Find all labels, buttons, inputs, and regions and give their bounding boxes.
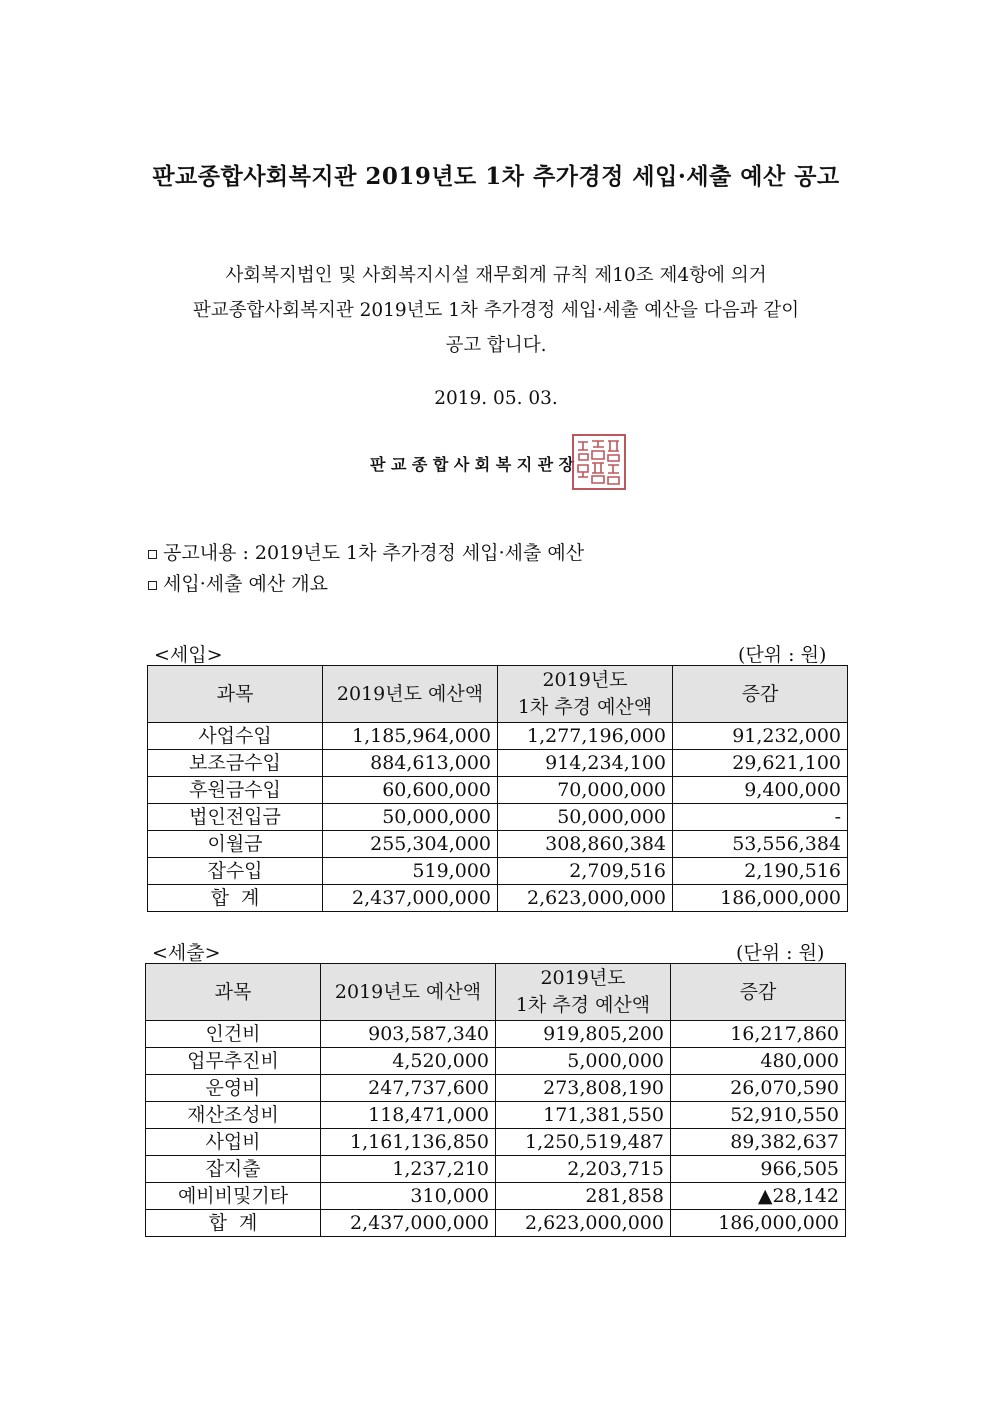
cell-original-budget: 1,185,964,000 — [323, 723, 498, 750]
cell-change: 89,382,637 — [671, 1129, 846, 1156]
cell-revised-budget: 281,858 — [496, 1183, 671, 1210]
cell-change: 52,910,550 — [671, 1102, 846, 1129]
header-revised-line-2: 1차 추경 예산액 — [517, 696, 653, 718]
table-row — [148, 723, 848, 750]
cell-original-budget: 884,613,000 — [323, 750, 498, 777]
page-title: 판교종합사회복지관 2019년도 1차 추가경정 세입·세출 예산 공고 — [152, 163, 840, 190]
cell-change: - — [673, 804, 848, 831]
header-revised-line-2: 1차 추경 예산액 — [515, 994, 651, 1016]
cell-original-budget: 4,520,000 — [321, 1048, 496, 1075]
header-change: 증감 — [673, 666, 848, 723]
table-row — [146, 1156, 846, 1183]
seal-icon — [574, 436, 624, 488]
cell-revised-budget: 2,623,000,000 — [496, 1210, 671, 1237]
cell-revised-budget: 914,234,100 — [498, 750, 673, 777]
cell-original-budget: 2,437,000,000 — [321, 1210, 496, 1237]
cell-original-budget: 247,737,600 — [321, 1075, 496, 1102]
cell-change: 91,232,000 — [673, 723, 848, 750]
header-change: 증감 — [671, 964, 846, 1021]
cell-original-budget: 60,600,000 — [323, 777, 498, 804]
expenditure-unit: (단위 : 원) — [736, 942, 825, 964]
header-revised-line-1: 2019년도 — [542, 669, 628, 691]
cell-original-budget: 519,000 — [323, 858, 498, 885]
cell-item: 예비비및기타 — [146, 1183, 321, 1210]
table-row — [148, 831, 848, 858]
header-revised-line-1: 2019년도 — [540, 967, 626, 989]
cell-revised-budget: 308,860,384 — [498, 831, 673, 858]
notice-bullets — [148, 538, 584, 600]
cell-item: 재산조성비 — [146, 1102, 321, 1129]
expenditure-table — [145, 963, 846, 1237]
intro-line-3: 공고 합니다. — [445, 335, 547, 356]
header-revised-budget — [496, 964, 671, 1021]
table-header-row — [148, 666, 848, 723]
cell-item: 사업비 — [146, 1129, 321, 1156]
cell-item: 인건비 — [146, 1021, 321, 1048]
cell-original-budget: 2,437,000,000 — [323, 885, 498, 912]
table-row — [146, 1129, 846, 1156]
bullet-notice-content — [148, 538, 584, 569]
cell-original-budget: 255,304,000 — [323, 831, 498, 858]
cell-change: 9,400,000 — [673, 777, 848, 804]
header-item: 과목 — [148, 666, 323, 723]
cell-change: 480,000 — [671, 1048, 846, 1075]
notice-date: 2019. 05. 03. — [434, 388, 558, 409]
cell-change: 53,556,384 — [673, 831, 848, 858]
cell-revised-budget: 5,000,000 — [496, 1048, 671, 1075]
table-row — [146, 1075, 846, 1102]
cell-original-budget: 118,471,000 — [321, 1102, 496, 1129]
table-row — [148, 777, 848, 804]
cell-item: 보조금수입 — [148, 750, 323, 777]
table-row — [146, 1021, 846, 1048]
cell-change: 2,190,516 — [673, 858, 848, 885]
bullet-text: 세입·세출 예산 개요 — [163, 573, 328, 595]
cell-change: 26,070,590 — [671, 1075, 846, 1102]
cell-revised-budget: 2,203,715 — [496, 1156, 671, 1183]
table-row — [146, 1210, 846, 1237]
cell-item: 후원금수입 — [148, 777, 323, 804]
cell-item: 사업수입 — [148, 723, 323, 750]
official-seal — [572, 434, 626, 490]
cell-change: ▲28,142 — [671, 1183, 846, 1210]
cell-revised-budget: 1,250,519,487 — [496, 1129, 671, 1156]
cell-item: 잡지출 — [146, 1156, 321, 1183]
cell-change: 186,000,000 — [671, 1210, 846, 1237]
cell-change: 186,000,000 — [673, 885, 848, 912]
table-header-row — [146, 964, 846, 1021]
bullet-budget-overview — [148, 569, 584, 600]
table-row — [148, 858, 848, 885]
revenue-unit: (단위 : 원) — [738, 644, 827, 666]
cell-item: 법인전입금 — [148, 804, 323, 831]
cell-item: 운영비 — [146, 1075, 321, 1102]
bullet-text: 공고내용 : 2019년도 1차 추가경정 세입·세출 예산 — [163, 542, 585, 564]
cell-original-budget: 903,587,340 — [321, 1021, 496, 1048]
cell-revised-budget: 2,623,000,000 — [498, 885, 673, 912]
cell-original-budget: 310,000 — [321, 1183, 496, 1210]
cell-revised-budget: 273,808,190 — [496, 1075, 671, 1102]
cell-change: 16,217,860 — [671, 1021, 846, 1048]
table-row — [146, 1183, 846, 1210]
cell-original-budget: 1,237,210 — [321, 1156, 496, 1183]
cell-change: 29,621,100 — [673, 750, 848, 777]
intro-line-1: 사회복지법인 및 사회복지시설 재무회계 규칙 제10조 제4항에 의거 — [225, 265, 767, 286]
cell-revised-budget: 70,000,000 — [498, 777, 673, 804]
cell-original-budget: 50,000,000 — [323, 804, 498, 831]
expenditure-caption: <세출> — [152, 942, 221, 964]
cell-item: 이월금 — [148, 831, 323, 858]
intro-line-2: 판교종합사회복지관 2019년도 1차 추가경정 세입·세출 예산을 다음과 같이 — [192, 300, 800, 321]
expenditure-table-body — [146, 1021, 846, 1237]
cell-revised-budget: 50,000,000 — [498, 804, 673, 831]
cell-original-budget: 1,161,136,850 — [321, 1129, 496, 1156]
cell-revised-budget: 1,277,196,000 — [498, 723, 673, 750]
table-row — [146, 1102, 846, 1129]
revenue-table-body — [148, 723, 848, 912]
header-original-budget: 2019년도 예산액 — [323, 666, 498, 723]
cell-revised-budget: 2,709,516 — [498, 858, 673, 885]
revenue-table — [147, 665, 848, 912]
cell-change: 966,505 — [671, 1156, 846, 1183]
cell-item: 업무추진비 — [146, 1048, 321, 1075]
square-bullet-icon — [148, 581, 157, 590]
cell-revised-budget: 919,805,200 — [496, 1021, 671, 1048]
table-row — [148, 885, 848, 912]
table-row — [148, 804, 848, 831]
cell-item: 합 계 — [146, 1210, 321, 1237]
square-bullet-icon — [148, 550, 157, 559]
intro-paragraph — [0, 258, 992, 363]
cell-revised-budget: 171,381,550 — [496, 1102, 671, 1129]
revenue-caption: <세입> — [154, 644, 223, 666]
header-original-budget: 2019년도 예산액 — [321, 964, 496, 1021]
header-revised-budget — [498, 666, 673, 723]
cell-item: 합 계 — [148, 885, 323, 912]
cell-item: 잡수입 — [148, 858, 323, 885]
table-row — [148, 750, 848, 777]
table-row — [146, 1048, 846, 1075]
issuer-name: 판교종합사회복지관장 — [370, 455, 580, 474]
header-item: 과목 — [146, 964, 321, 1021]
